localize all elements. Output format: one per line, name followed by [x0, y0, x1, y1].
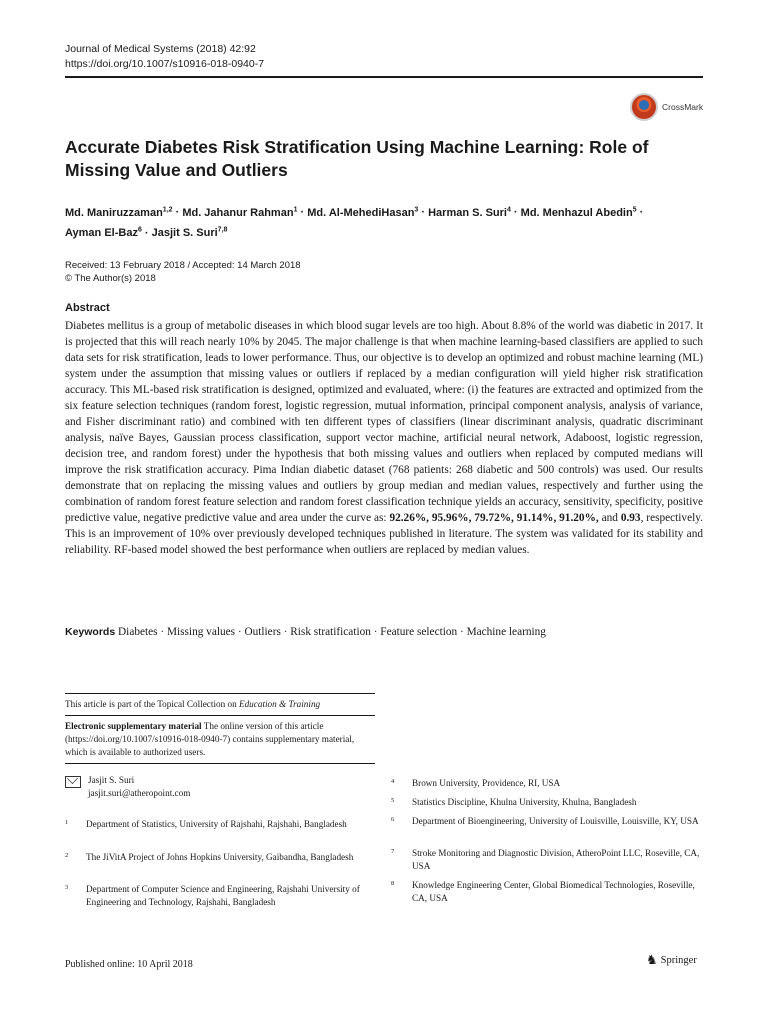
abstract-heading: Abstract — [65, 302, 110, 314]
affiliation-item: 8 Knowledge Engineering Center, Global Biomedical Technologies, Roseville, CA, USA — [391, 880, 695, 903]
affiliation-item: 4 Brown University, Providence, RI, USA — [391, 778, 561, 788]
crossmark-badge[interactable] — [630, 92, 704, 122]
article-title: Accurate Diabetes Risk Stratification Using Machine Learning: Role of Missing Value and Outliers — [65, 137, 649, 180]
author-list: Md. Maniruzzaman$^{1,2}$ · Md. Jahanur Rahman$^1$ · Md. Al-MehediHasan$^3$ · Harman S. Suri$^4$ · Md. Menhazul Abedin$^5$ · Ayman El-Baz$^6$ · Jasjit S. Suri$^{7,8}$ — [65, 206, 644, 240]
springer-horse-icon: ♞ — [646, 952, 658, 967]
footnote-divider — [65, 763, 375, 764]
auc-value: 0.93 — [620, 512, 641, 524]
footnote-divider — [65, 693, 375, 694]
envelope-icon — [65, 776, 81, 788]
affiliation-item: 2 The JiVitA Project of Johns Hopkins University, Gaibandha, Bangladesh — [65, 852, 354, 862]
author[interactable]: Ayman El-Baz$^6$ — [65, 226, 142, 240]
corresponding-email[interactable]: jasjit.suri@atheropoint.com — [88, 788, 191, 798]
publisher-name: Springer — [660, 954, 697, 966]
author[interactable]: Md. Menhazul Abedin$^5$ — [520, 206, 637, 219]
author[interactable]: Md. Al-MehediHasan$^3$ — [307, 206, 419, 219]
doi-link[interactable]: https://doi.org/10.1007/s10916-018-0940-7 — [65, 58, 265, 70]
keywords-label: Keywords — [65, 626, 116, 638]
affiliation-item: 5 Statistics Discipline, Khulna University, Khulna, Bangladesh — [391, 797, 637, 807]
published-date: Published online: 10 April 2018 — [65, 959, 193, 970]
keywords-list: Diabetes · Missing values · Outliers · Risk stratification · Feature selection · Machine learning — [118, 626, 546, 638]
author[interactable]: Harman S. Suri$^4$ — [428, 206, 511, 219]
topical-collection-note: This article is part of the Topical Collection on Education & Training — [65, 699, 321, 709]
supplementary-material-note: Electronic supplementary material The online version of this article (https://doi.org/10.1007/s10916-018-0940-7) contains supplementary material, which is available to authorized users. — [65, 721, 355, 757]
journal-header — [65, 42, 264, 72]
author[interactable]: Jasjit S. Suri$^{7,8}$ — [151, 226, 228, 240]
crossmark-label: CrossMark — [662, 102, 704, 112]
keywords — [65, 625, 703, 640]
affiliation-item: 1 Department of Statistics, University of Rajshahi, Rajshahi, Bangladesh — [65, 819, 347, 829]
received-accepted-dates: Received: 13 February 2018 / Accepted: 14 March 2018 — [65, 260, 301, 271]
journal-citation: Journal of Medical Systems (2018) 42:92 — [65, 43, 256, 55]
header-divider — [65, 76, 703, 78]
copyright-line: © The Author(s) 2018 — [65, 273, 156, 284]
corresponding-name: Jasjit S. Suri — [88, 775, 135, 785]
publisher-logo — [646, 952, 697, 968]
author[interactable]: Md. Maniruzzaman$^{1,2}$ — [65, 206, 173, 219]
affiliation-item: 3 Department of Computer Science and Engineering, Rajshahi University of Engineering and Technology, Rajshahi, Bangladesh — [65, 884, 360, 907]
affiliation-item: 7 Stroke Monitoring and Diagnostic Division, AtheroPoint LLC, Roseville, CA, USA — [391, 848, 700, 871]
article-dates — [65, 259, 301, 285]
metric-values: 92.26%, 95.96%, 79.72%, 91.14%, 91.20%, — [389, 512, 599, 524]
corresponding-author — [65, 774, 190, 800]
abstract-body: Diabetes mellitus is a group of metabolic diseases in which blood sugar levels are too high. About 8.8% of the world was diabetic in 2017. It is projected that this will reach nearly 10% by 2045. The major challenge is that when machine learning-based classifiers are applied to such data sets for risk stratification, leads to lower performance. Thus, our objective is to develop an optimized and robust machine learning (ML) system under the assumption that missing values or outliers if replaced by a median configuration will yield higher risk stratification accuracy. This ML-based risk stratification is designed, optimized and evaluated, where: (i) the features are extracted and optimized from the six feature selection techniques (random forest, logistic regression, mutual information, principal component analysis, analysis of variance, and Fisher discriminant ratio) and combined with ten different types of classifiers (linear discriminant analysis, quadratic discriminant analysis, naïve Bayes, Gaussian process classification, support vector machine, artificial neural network, Adaboost, logistic regression, decision tree, and random forest) under the hypothesis that both missing values and outliers when replaced by computed medians will improve the risk stratification accuracy. Pima Indian diabetic dataset (768 patients: 268 diabetic and 500 controls) was used. Our results demonstrate that on replacing the missing values and outliers by group median and median values, respectively and further using the combination of random forest feature selection and random forest classification technique yields an accuracy, sensitivity, specificity, positive predictive value, negative predictive value and area under the curve as: 92.26%, 95.96%, 79.72%, 91.14%, 91.20%, and 0.93, respectively. This is an improvement of 10% over previously developed techniques published in literature. The system was validated for its stability and reliability. RF-based model showed the best performance when outliers are replaced by median values. — [65, 320, 703, 556]
author[interactable]: Md. Jahanur Rahman$^1$ — [182, 206, 298, 219]
crossmark-icon — [630, 93, 658, 121]
footnote-divider — [65, 715, 375, 716]
affiliation-item: 6 Department of Bioengineering, University of Louisville, Louisville, KY, USA — [391, 816, 699, 826]
